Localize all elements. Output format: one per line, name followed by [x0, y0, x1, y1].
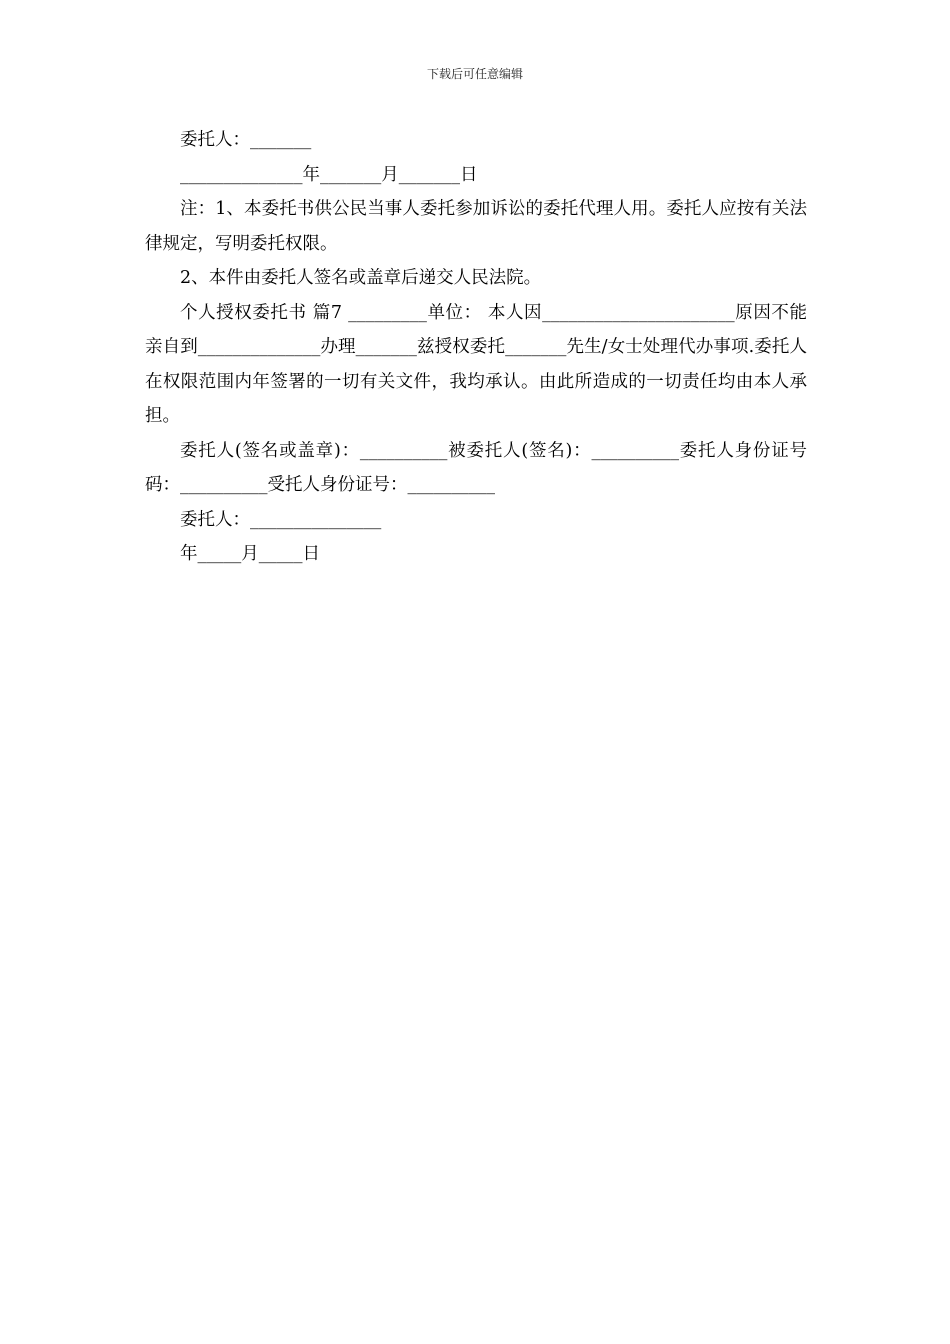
authorization-paragraph: 个人授权委托书 篇7 _________单位： 本人因______________________原因不能亲自到______________办理_______兹授权委托_______先生/女士处理代办事项.委托人在权限范围内年签署的一切有关文件，我均承认。由此所造成的一切责任均由本人承担。: [145, 302, 807, 426]
date-line: ______________年_______月_______日: [180, 164, 478, 185]
principal-signature-line: 委托人：_______________: [180, 509, 382, 530]
principal-line: 委托人：_______: [180, 130, 312, 150]
signature-paragraph: 委托人(签名或盖章)：__________被委托人(签名)：__________委托人身份证号码：__________受托人身份证号：__________: [145, 440, 807, 495]
document-body: [145, 123, 807, 572]
page-header: 下载后可任意编辑: [426, 67, 523, 81]
note-paragraph-2: 2、本件由委托人签名或盖章后递交人民法院。: [180, 268, 542, 288]
signature-date-line: 年_____月_____日: [180, 544, 320, 564]
note-paragraph-1: 注：1、本委托书供公民当事人委托参加诉讼的委托代理人用。委托人应按有关法律规定，写明委托权限。: [145, 199, 807, 254]
